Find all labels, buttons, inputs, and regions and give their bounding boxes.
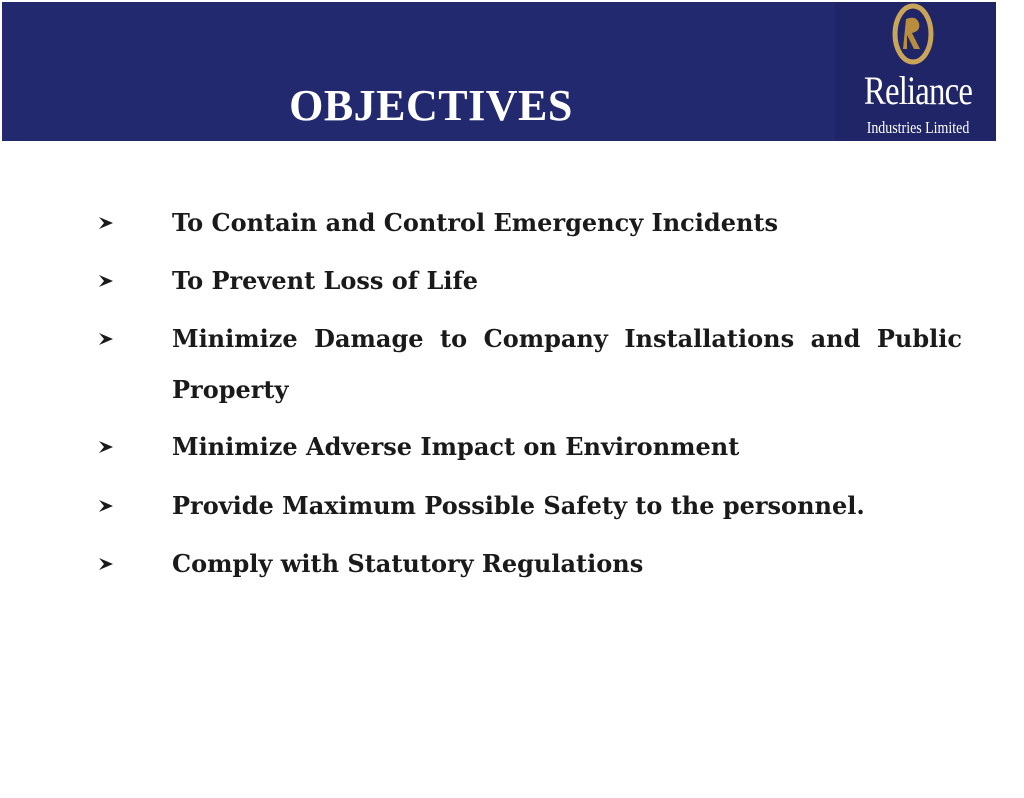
arrow-bullet-icon (96, 547, 120, 581)
slide-title: OBJECTIVES (289, 81, 573, 131)
objective-text: Minimize Adverse Impact on Environment (172, 432, 740, 461)
objective-text: To Prevent Loss of Life (172, 266, 479, 295)
arrow-bullet-icon (96, 322, 120, 356)
objective-text: To Contain and Control Emergency Incidents (172, 208, 779, 237)
arrow-bullet-icon (96, 206, 120, 240)
objective-text: Minimize Damage to Company Installations and Public Property (172, 324, 962, 404)
arrow-bullet-icon (96, 430, 120, 464)
objective-text: Comply with Statutory Regulations (172, 549, 644, 578)
logo-name: Reliance (863, 68, 973, 113)
arrow-bullet-icon (96, 264, 120, 298)
logo-subtitle: Industries Limited (866, 118, 970, 137)
objective-text: Provide Maximum Possible Safety to the personnel. (172, 491, 865, 520)
arrow-bullet-icon (96, 489, 120, 523)
